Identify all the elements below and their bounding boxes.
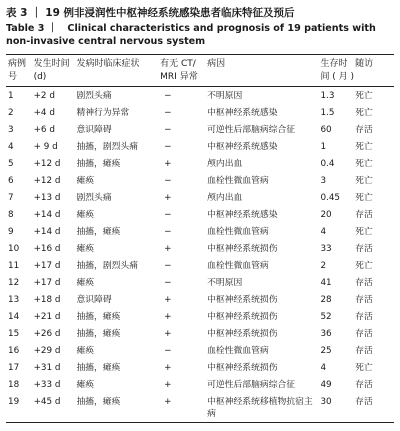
cell-ct-mri: + [164,311,172,322]
table-body [6,87,394,423]
cell-follow-up: 死亡 [355,175,373,186]
header-ct-mri: 有无 CT/ MRI 异常 [160,59,198,82]
cell-etiology: 血栓性微血管病 [207,345,269,356]
clinical-table [6,54,394,423]
cell-survival: 60 [320,124,332,135]
cell-follow-up: 存活 [355,345,373,356]
cell-case-no: 5 [8,158,14,169]
cell-case-no: 18 [8,379,20,390]
header-survival: 生存时间 ( 月 ) [320,59,355,82]
cell-follow-up: 存活 [355,209,373,220]
table-number: Table 3 ｜ [6,23,58,34]
cell-ct-mri: − [164,107,172,118]
cell-symptoms: 瘫痪 [76,243,95,254]
cell-survival: 36 [320,328,332,339]
cell-onset-time: +12 d [33,158,61,169]
cell-etiology: 中枢神经系统损伤 [207,311,278,322]
cell-symptoms: 精神行为异常 [76,107,130,118]
cell-etiology: 可逆性后部脑病综合征 [207,124,296,135]
cell-symptoms: 瘫痪 [76,209,95,220]
cell-follow-up: 死亡 [355,362,373,373]
cell-ct-mri: − [164,175,172,186]
cell-case-no: 15 [8,328,20,339]
cell-onset-time: +16 d [33,243,61,254]
cell-survival: 0.4 [320,158,335,169]
table-row [6,257,394,274]
cell-onset-time: +29 d [33,345,61,356]
cell-case-no: 8 [8,209,14,220]
table-row [6,359,394,376]
cell-survival: 25 [320,345,332,356]
cell-etiology: 不明原因 [207,277,243,288]
cell-symptoms: 瘫痪 [76,175,95,186]
cell-symptoms: 抽搐，瘫痪 [76,362,121,373]
cell-survival: 1.3 [320,90,335,101]
cell-onset-time: +17 d [33,277,61,288]
cell-survival: 3 [320,175,327,186]
cell-etiology: 中枢神经系统感染 [207,141,278,152]
table-caption-chinese: 表 3 ｜ 19 例非浸润性中枢神经系统感染患者临床特征及预后 [6,7,295,19]
cell-symptoms: 抽搐，瘫痪 [76,396,121,407]
cell-follow-up: 死亡 [355,192,373,203]
cell-etiology: 可逆性后部脑病综合征 [207,379,296,390]
cell-follow-up: 死亡 [355,260,373,271]
table-header-row [6,55,394,87]
cell-follow-up: 死亡 [355,141,373,152]
cell-symptoms: 抽搐，剧烈头痛 [76,260,139,271]
cell-case-no: 1 [8,90,14,101]
cell-ct-mri: − [164,124,172,135]
cell-onset-time: +17 d [33,260,61,271]
cell-survival: 33 [320,243,332,254]
cell-etiology: 血栓性微血管病 [207,175,269,186]
cell-case-no: 2 [8,107,14,118]
cell-symptoms: 瘫痪 [76,277,95,288]
header-onset-time: 发生时间 (d) [33,59,70,82]
cell-etiology: 中枢神经系统移植物抗宿主病 [207,396,313,419]
header-symptoms: 发病时临床症状 [76,59,140,69]
cell-survival: 41 [320,277,332,288]
cell-onset-time: +2 d [33,90,55,101]
table-row [6,223,394,240]
cell-onset-time: +21 d [33,311,61,322]
cell-case-no: 14 [8,311,20,322]
cell-symptoms: 意识障碍 [76,124,112,135]
cell-symptoms: 抽搐，瘫痪 [76,158,121,169]
cell-ct-mri: − [164,226,172,237]
cell-ct-mri: + [164,294,172,305]
table-row [6,206,394,223]
cell-onset-time: +31 d [33,362,61,373]
table-row [6,393,394,423]
cell-survival: 4 [320,362,327,373]
cell-ct-mri: + [164,396,172,407]
cell-etiology: 中枢神经系统损伤 [207,362,278,373]
cell-survival: 49 [320,379,332,390]
table-row [6,376,394,393]
cell-etiology: 血栓性微血管病 [207,260,269,271]
document [6,6,394,423]
cell-follow-up: 死亡 [355,226,373,237]
cell-onset-time: + 9 d [33,141,58,152]
cell-ct-mri: − [164,209,172,220]
cell-symptoms: 抽搐，剧烈头痛 [76,141,139,152]
cell-ct-mri: + [164,328,172,339]
cell-ct-mri: − [164,345,172,356]
cell-onset-time: +4 d [33,107,55,118]
cell-ct-mri: + [164,362,172,373]
cell-follow-up: 存活 [355,311,373,322]
cell-survival: 4 [320,226,327,237]
cell-case-no: 6 [8,175,14,186]
cell-case-no: 13 [8,294,20,305]
cell-etiology: 颅内出血 [207,192,243,203]
cell-survival: 30 [320,396,332,407]
cell-symptoms: 剧烈头痛 [76,192,112,203]
cell-follow-up: 存活 [355,396,373,407]
table-row [6,155,394,172]
table-row [6,274,394,291]
cell-case-no: 9 [8,226,14,237]
header-case-no: 病例号 [8,59,27,82]
cell-survival: 28 [320,294,332,305]
table-caption-english-text: Clinical characteristics and prognosis of 19 patients with non-invasive central nervous system [6,23,376,47]
cell-onset-time: +26 d [33,328,61,339]
cell-onset-time: +45 d [33,396,61,407]
cell-case-no: 19 [8,396,20,407]
cell-follow-up: 存活 [355,379,373,390]
cell-etiology: 中枢神经系统损伤 [207,243,278,254]
cell-etiology: 中枢神经系统损伤 [207,328,278,339]
cell-onset-time: +13 d [33,192,61,203]
cell-onset-time: +33 d [33,379,61,390]
cell-survival: 1.5 [320,107,335,118]
cell-follow-up: 存活 [355,124,373,135]
cell-onset-time: +14 d [33,209,61,220]
cell-ct-mri: − [164,260,172,271]
cell-ct-mri: − [164,277,172,288]
cell-ct-mri: + [164,192,172,203]
cell-symptoms: 剧烈头痛 [76,90,112,101]
cell-onset-time: +18 d [33,294,61,305]
cell-symptoms: 瘫痪 [76,379,95,390]
cell-follow-up: 存活 [355,243,373,254]
cell-etiology: 不明原因 [207,90,243,101]
cell-survival: 2 [320,260,327,271]
cell-follow-up: 死亡 [355,90,373,101]
cell-follow-up: 存活 [355,294,373,305]
cell-etiology: 血栓性微血管病 [207,226,269,237]
table-row [6,325,394,342]
cell-follow-up: 存活 [355,277,373,288]
table-row [6,240,394,257]
cell-etiology: 中枢神经系统损伤 [207,294,278,305]
cell-follow-up: 死亡 [355,107,373,118]
table-row [6,308,394,325]
table-row [6,138,394,155]
cell-survival: 52 [320,311,332,322]
cell-ct-mri: − [164,141,172,152]
cell-case-no: 16 [8,345,20,356]
cell-symptoms: 意识障碍 [76,294,112,305]
cell-onset-time: +6 d [33,124,55,135]
cell-symptoms: 抽搐，瘫痪 [76,311,121,322]
cell-ct-mri: − [164,90,172,101]
cell-symptoms: 抽搐，瘫痪 [76,226,121,237]
table-row [6,291,394,308]
cell-case-no: 11 [8,260,20,271]
cell-ct-mri: + [164,379,172,390]
cell-onset-time: +12 d [33,175,61,186]
cell-onset-time: +14 d [33,226,61,237]
cell-etiology: 中枢神经系统感染 [207,209,278,220]
cell-case-no: 17 [8,362,20,373]
cell-etiology: 中枢神经系统感染 [207,107,278,118]
table-row [6,121,394,138]
cell-ct-mri: + [164,243,172,254]
cell-follow-up: 存活 [355,328,373,339]
cell-case-no: 7 [8,192,14,203]
table-row [6,342,394,359]
cell-ct-mri: + [164,158,172,169]
cell-case-no: 3 [8,124,14,135]
cell-survival: 1 [320,141,327,152]
cell-survival: 0.45 [320,192,341,203]
cell-etiology: 颅内出血 [207,158,243,169]
table-row [6,172,394,189]
header-etiology: 病因 [207,59,226,69]
table-row [6,189,394,206]
cell-case-no: 4 [8,141,14,152]
cell-symptoms: 瘫痪 [76,345,95,356]
cell-case-no: 12 [8,277,20,288]
cell-case-no: 10 [8,243,20,254]
table-row [6,104,394,121]
table-row [6,87,394,105]
cell-follow-up: 死亡 [355,158,373,169]
cell-survival: 20 [320,209,332,220]
cell-symptoms: 抽搐，瘫痪 [76,328,121,339]
table-caption-english [6,22,394,48]
header-follow-up: 随访 [355,59,374,69]
